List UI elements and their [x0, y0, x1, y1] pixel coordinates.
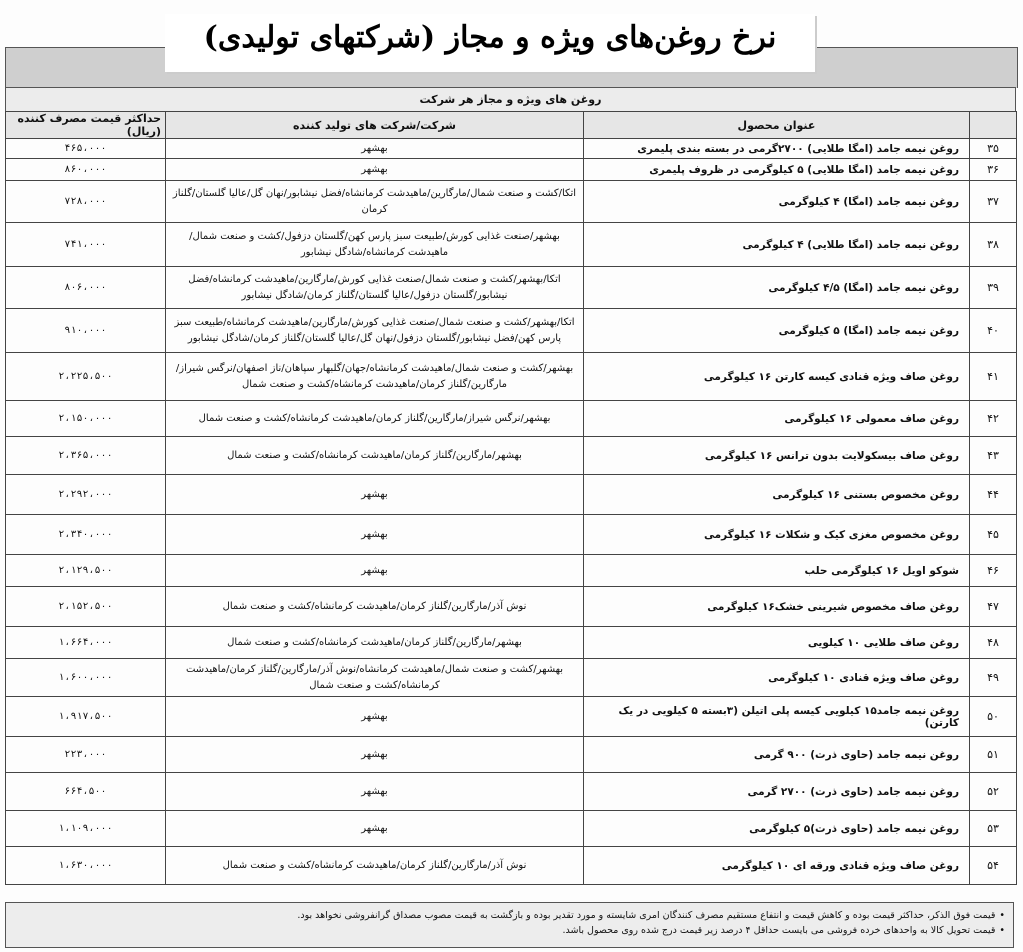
row-number-cell: ۴۹ — [970, 659, 1017, 697]
row-number-cell: ۴۵ — [970, 515, 1017, 555]
producers-cell: بهشهر — [166, 697, 584, 737]
row-number-cell: ۴۸ — [970, 627, 1017, 659]
table-row — [6, 697, 1017, 737]
product-name-cell: روغن نیمه جامد (حاوی ذرت) ۲۷۰۰ گرمی — [584, 773, 970, 811]
table-row — [6, 659, 1017, 697]
price-cell: ۷۴۱،۰۰۰ — [6, 223, 166, 267]
price-table-container — [5, 111, 1016, 885]
price-cell: ۲،۱۲۹،۵۰۰ — [6, 555, 166, 587]
product-name-cell: روغن نیمه جامد (امگا طلایی) ۲۷۰۰گرمی در بسته بندی پلیمری — [584, 139, 970, 159]
price-cell: ۲۲۳،۰۰۰ — [6, 737, 166, 773]
price-cell: ۲،۲۲۵،۵۰۰ — [6, 353, 166, 401]
price-cell: ۱،۹۱۷،۵۰۰ — [6, 697, 166, 737]
product-name-cell: روغن نیمه جامد۱۵ کیلویی کیسه پلی اتیلن (۳بسته ۵ کیلویی در یک کارتن) — [584, 697, 970, 737]
table-row — [6, 811, 1017, 847]
row-number-cell: ۴۷ — [970, 587, 1017, 627]
product-name-cell: روغن مخصوص مغزی کیک و شکلات ۱۶ کیلوگرمی — [584, 515, 970, 555]
producers-cell: بهشهر — [166, 159, 584, 181]
product-name-cell: روغن نیمه جامد (امگا) ۵ کیلوگرمی — [584, 309, 970, 353]
row-number-cell: ۵۴ — [970, 847, 1017, 885]
row-number-cell: ۵۱ — [970, 737, 1017, 773]
producers-cell: بهشهر — [166, 515, 584, 555]
producers-cell: بهشهر — [166, 475, 584, 515]
row-number-cell: ۵۳ — [970, 811, 1017, 847]
producers-cell: بهشهر/صنعت غذایی کورش/طبیعت سبز پارس کهن/گلستان دزفول/کشت و صنعت شمال/ماهیدشت کرمانشاه/شادگل نیشابور — [166, 223, 584, 267]
product-name-cell: روغن نیمه جامد (امگا طلایی) ۴ کیلوگرمی — [584, 223, 970, 267]
footnote-text: قیمت فوق الذکر، حداکثر قیمت بوده و کاهش قیمت و انتفاع مستقیم مصرف کنندگان امری شایسته و مورد تقدیر بوده و بازگشت به قیمت مصوب مصداق گرانفروشی نخواهد بود. — [297, 910, 996, 921]
producers-cell: اتکا/بهشهر/کشت و صنعت شمال/صنعت غذایی کورش/مارگارین/ماهیدشت کرمانشاه/طبیعت سبز پارس کهن/فضل نیشابور/گلستان دزفول/نهان گل/عالیا گلستان/گلناز کرمان/شادگل نیشابور — [166, 309, 584, 353]
table-row — [6, 139, 1017, 159]
price-cell: ۱،۶۶۴،۰۰۰ — [6, 627, 166, 659]
price-cell: ۱،۶۳۰،۰۰۰ — [6, 847, 166, 885]
table-row — [6, 555, 1017, 587]
product-name-cell: روغن صاف طلایی ۱۰ کیلویی — [584, 627, 970, 659]
producers-cell: بهشهر — [166, 773, 584, 811]
table-row — [6, 353, 1017, 401]
row-number-cell: ۳۶ — [970, 159, 1017, 181]
row-number-cell: ۳۸ — [970, 223, 1017, 267]
header-producers: شرکت/شرکت های تولید کننده — [166, 112, 584, 139]
price-cell: ۸۰۶،۰۰۰ — [6, 267, 166, 309]
product-name-cell: روغن نیمه جامد (حاوی ذرت)۵ کیلوگرمی — [584, 811, 970, 847]
producers-cell: بهشهر/مارگارین/گلناز کرمان/ماهیدشت کرمانشاه/کشت و صنعت شمال — [166, 627, 584, 659]
table-row — [6, 587, 1017, 627]
row-number-cell: ۴۱ — [970, 353, 1017, 401]
price-cell: ۶۶۴،۵۰۰ — [6, 773, 166, 811]
row-number-cell: ۳۷ — [970, 181, 1017, 223]
footnote-text: قیمت تحویل کالا به واحدهای خرده فروشی می بایست حداقل ۴ درصد زیر قیمت درج شده روی محصول باشد. — [562, 925, 996, 936]
table-row — [6, 437, 1017, 475]
table-row — [6, 401, 1017, 437]
producers-cell: بهشهر/نرگس شیراز/مارگارین/گلناز کرمان/ماهیدشت کرمانشاه/کشت و صنعت شمال — [166, 401, 584, 437]
title-box — [165, 14, 815, 72]
row-number-cell: ۴۳ — [970, 437, 1017, 475]
price-table — [5, 111, 1017, 885]
row-number-cell: ۴۴ — [970, 475, 1017, 515]
bullet-icon: • — [999, 910, 1005, 921]
price-cell: ۱،۶۰۰،۰۰۰ — [6, 659, 166, 697]
producers-cell: اتکا/کشت و صنعت شمال/مارگارین/ماهیدشت کرمانشاه/فضل نیشابور/نهان گل/عالیا گلستان/گلناز کرمان — [166, 181, 584, 223]
producers-cell: نوش آذر/مارگارین/گلناز کرمان/ماهیدشت کرمانشاه/کشت و صنعت شمال — [166, 587, 584, 627]
producers-cell: اتکا/بهشهر/کشت و صنعت شمال/صنعت غذایی کورش/مارگارین/ماهیدشت کرمانشاه/فضل نیشابور/گلستان دزفول/عالیا گلستان/گلناز کرمان/شادگل نیشابور — [166, 267, 584, 309]
row-number-cell: ۴۲ — [970, 401, 1017, 437]
product-name-cell: روغن نیمه جامد (حاوی ذرت) ۹۰۰ گرمی — [584, 737, 970, 773]
product-name-cell: روغن صاف ویژه قنادی ورقه ای ۱۰ کیلوگرمی — [584, 847, 970, 885]
table-row — [6, 737, 1017, 773]
price-cell: ۲،۱۵۲،۵۰۰ — [6, 587, 166, 627]
header-number — [970, 112, 1017, 139]
producers-cell: بهشهر — [166, 737, 584, 773]
price-cell: ۸۶۰،۰۰۰ — [6, 159, 166, 181]
row-number-cell: ۵۲ — [970, 773, 1017, 811]
row-number-cell: ۵۰ — [970, 697, 1017, 737]
footnotes — [5, 902, 1014, 948]
product-name-cell: شوکو اویل ۱۶ کیلوگرمی حلب — [584, 555, 970, 587]
table-row — [6, 515, 1017, 555]
table-row — [6, 773, 1017, 811]
producers-cell: بهشهر/مارگارین/گلناز کرمان/ماهیدشت کرمانشاه/کشت و صنعت شمال — [166, 437, 584, 475]
product-name-cell: روغن نیمه جامد (امگا) ۴/۵ کیلوگرمی — [584, 267, 970, 309]
product-name-cell: روغن نیمه جامد (امگا) ۴ کیلوگرمی — [584, 181, 970, 223]
product-name-cell: روغن مخصوص بستنی ۱۶ کیلوگرمی — [584, 475, 970, 515]
table-row — [6, 267, 1017, 309]
footnote — [6, 923, 1005, 938]
price-cell: ۴۶۵،۰۰۰ — [6, 139, 166, 159]
row-number-cell: ۳۹ — [970, 267, 1017, 309]
table-header-row — [6, 112, 1017, 139]
price-cell: ۲،۲۹۲،۰۰۰ — [6, 475, 166, 515]
producers-cell: بهشهر/کشت و صنعت شمال/ماهیدشت کرمانشاه/جهان/گلبهار سپاهان/ناز اصفهان/نرگس شیراز/مارگارین/گلناز کرمان/ماهیدشت کرمانشاه/کشت و صنعت شمال — [166, 353, 584, 401]
price-cell: ۹۱۰،۰۰۰ — [6, 309, 166, 353]
footnote — [6, 908, 1005, 923]
table-subtitle: روغن های ویژه و مجاز هر شرکت — [5, 87, 1016, 112]
product-name-cell: روغن صاف ویژه قنادی کیسه کارتن ۱۶ کیلوگرمی — [584, 353, 970, 401]
price-cell: ۱،۱۰۹،۰۰۰ — [6, 811, 166, 847]
row-number-cell: ۴۶ — [970, 555, 1017, 587]
product-name-cell: روغن صاف بیسکولایت بدون ترانس ۱۶ کیلوگرمی — [584, 437, 970, 475]
producers-cell: بهشهر — [166, 811, 584, 847]
table-row — [6, 475, 1017, 515]
product-name-cell: روغن صاف مخصوص شیرینی خشک۱۶ کیلوگرمی — [584, 587, 970, 627]
table-row — [6, 223, 1017, 267]
table-row — [6, 159, 1017, 181]
producers-cell: بهشهر — [166, 555, 584, 587]
table-row — [6, 309, 1017, 353]
row-number-cell: ۳۵ — [970, 139, 1017, 159]
table-row — [6, 847, 1017, 885]
bullet-icon: • — [999, 925, 1005, 936]
product-name-cell: روغن صاف ویژه قنادی ۱۰ کیلوگرمی — [584, 659, 970, 697]
product-name-cell: روغن نیمه جامد (امگا طلایی) ۵ کیلوگرمی در ظروف پلیمری — [584, 159, 970, 181]
price-cell: ۷۲۸،۰۰۰ — [6, 181, 166, 223]
header-price: حداکثر قیمت مصرف کننده (ریال) — [6, 112, 166, 139]
price-cell: ۲،۳۴۰،۰۰۰ — [6, 515, 166, 555]
table-row — [6, 181, 1017, 223]
price-cell: ۲،۳۶۵،۰۰۰ — [6, 437, 166, 475]
page-title: نرخ روغن‌های ویژه و مجاز (شرکتهای تولیدی) — [203, 20, 777, 55]
table-body — [6, 139, 1017, 885]
row-number-cell: ۴۰ — [970, 309, 1017, 353]
producers-cell: بهشهر/کشت و صنعت شمال/ماهیدشت کرمانشاه/نوش آذر/مارگارین/گلناز کرمان/ماهیدشت کرمانشاه/کشت و صنعت شمال — [166, 659, 584, 697]
product-name-cell: روغن صاف معمولی ۱۶ کیلوگرمی — [584, 401, 970, 437]
header-product: عنوان محصول — [584, 112, 970, 139]
producers-cell: بهشهر — [166, 139, 584, 159]
table-row — [6, 627, 1017, 659]
price-cell: ۲،۱۵۰،۰۰۰ — [6, 401, 166, 437]
producers-cell: نوش آذر/مارگارین/گلناز کرمان/ماهیدشت کرمانشاه/کشت و صنعت شمال — [166, 847, 584, 885]
